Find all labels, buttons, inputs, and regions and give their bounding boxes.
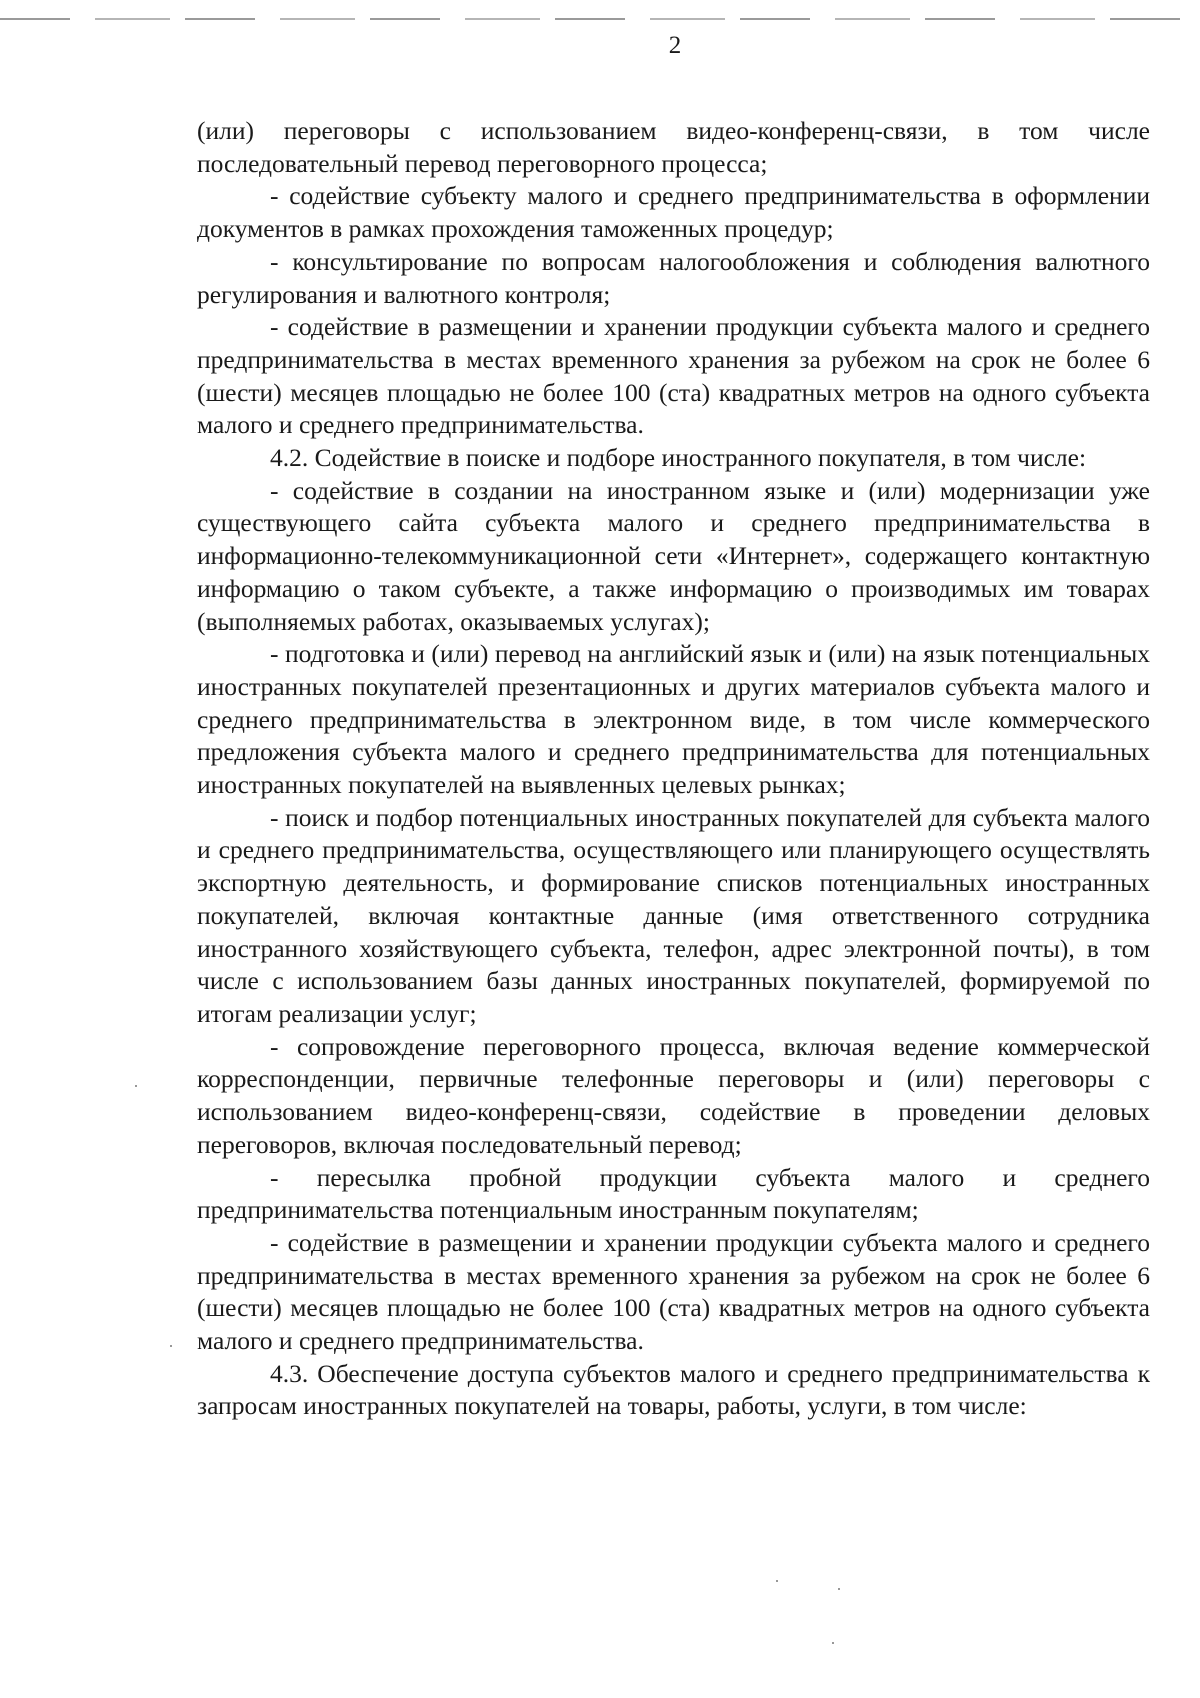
paragraph-2: - содействие субъекту малого и среднего предпринимательства в оформлении документов в рамках прохождения таможенных процедур;	[197, 181, 1150, 244]
paragraph-9: - сопровождение переговорного процесса, включая ведение коммерческой корреспонденции, первичные телефонные переговоры и (или) переговоры с использованием видео-конференц-связи, содействие в проведении деловых переговоров, включая последовательный перевод;	[197, 1031, 1150, 1159]
document-body	[197, 115, 1150, 1423]
paragraph-10: - пересылка пробной продукции субъекта малого и среднего предпринимательства потенциальным иностранным покупателям;	[197, 1162, 1150, 1225]
scan-speck	[832, 1642, 834, 1644]
paragraph-3: - консультирование по вопросам налогообложения и соблюдения валютного регулирования и валютного контроля;	[197, 246, 1150, 309]
paragraph-8: - поиск и подбор потенциальных иностранных покупателей для субъекта малого и среднего предпринимательства, осуществляющего или планирующего осуществлять экспортную деятельность, и формирование списков потенциальных иностранных покупателей, включая контактные данные (имя ответственного сотрудника иностранного хозяйствующего субъекта, телефон, адрес электронной почты), в том числе с использованием базы данных иностранных покупателей, формируемой по итогам реализации услуг;	[197, 802, 1150, 1028]
paragraph-11: - содействие в размещении и хранении продукции субъекта малого и среднего предпринимательства в местах временного хранения за рубежом на срок не более 6 (шести) месяцев площадью не более 100 (ста) квадратных метров на одного субъекта малого и среднего предпринимательства.	[197, 1227, 1150, 1356]
scan-speck	[170, 1345, 172, 1347]
paragraph-5: 4.2. Содействие в поиске и подборе иностранного покупателя, в том числе:	[270, 443, 1087, 473]
page-number: 2	[668, 32, 682, 59]
paragraph-12: 4.3. Обеспечение доступа субъектов малого и среднего предпринимательства к запросам иностранных покупателей на товары, работы, услуги, в том числе:	[197, 1358, 1150, 1421]
scan-speck	[776, 1580, 778, 1582]
paragraph-1: (или) переговоры с использованием видео-конференц-связи, в том числе последовательный перевод переговорного процесса;	[197, 116, 1150, 178]
paragraph-7: - подготовка и (или) перевод на английский язык и (или) на язык потенциальных иностранных покупателей презентационных и других материалов субъекта малого и среднего предпринимательства в электронном виде, в том числе коммерческого предложения субъекта малого и среднего предпринимательства для потенциальных иностранных покупателей на выявленных целевых рынках;	[197, 639, 1150, 800]
scan-speck	[135, 1085, 137, 1087]
paragraph-4: - содействие в размещении и хранении продукции субъекта малого и среднего предпринимательства в местах временного хранения за рубежом на срок не более 6 (шести) месяцев площадью не более 100 (ста) квадратных метров на одного субъекта малого и среднего предпринимательства.	[197, 312, 1150, 440]
scan-top-border	[0, 18, 1200, 20]
paragraph-6: - содействие в создании на иностранном языке и (или) модернизации уже существующего сайта субъекта малого и среднего предпринимательства в информационно-телекоммуникационной сети «Интернет», содержащего контактную информацию о таком субъекте, а также информацию о производимых им товарах (выполняемых работах, оказываемых услугах);	[197, 475, 1150, 636]
scan-speck	[838, 1588, 840, 1590]
